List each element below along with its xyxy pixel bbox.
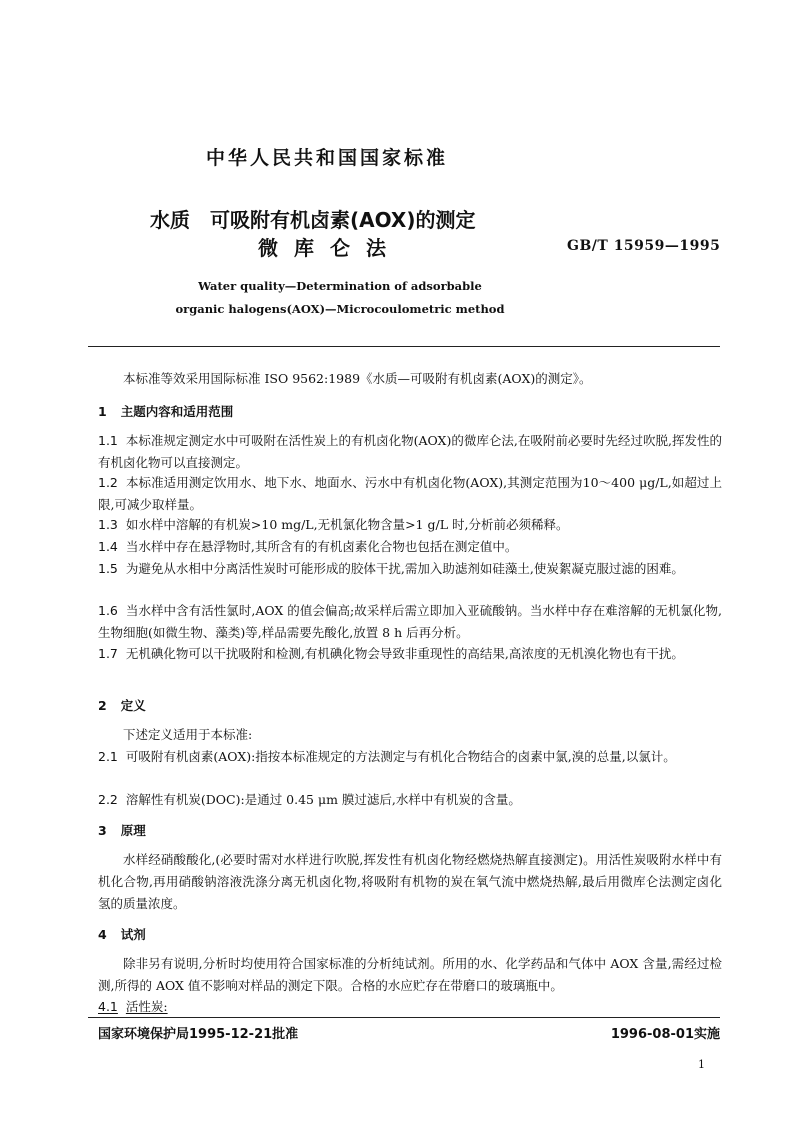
- clause-1-2: [98, 472, 722, 516]
- clause-number: 2.2: [98, 792, 118, 807]
- clause-number: 4.1: [98, 999, 118, 1014]
- title-chinese-line2: 微库仑法: [258, 236, 402, 260]
- section-number: 4: [98, 927, 107, 942]
- section-title: 定义: [120, 698, 146, 713]
- clause-2-2: [98, 789, 722, 811]
- title-chinese-line1: 水质 可吸附有机卤素(AOX)的测定: [150, 208, 476, 232]
- clause-text: 如水样中溶解的有机炭>10 mg/L,无机氯化物含量>1 g/L 时,分析前必须稀释。: [125, 517, 569, 532]
- section-number: 2: [98, 698, 107, 713]
- clause-1-4: [98, 536, 722, 558]
- clause-number: 1.1: [98, 433, 118, 448]
- clause-text: 当水样中含有活性氯时,AOX 的值会偏高;故采样后需立即加入亚硫酸钠。当水样中存在难溶解的无机氯化物,生物细胞(如微生物、藻类)等,样品需要先酸化,放置 8 h 后再分析。: [98, 603, 722, 640]
- clause-1-1: [98, 430, 722, 474]
- approval-date: 国家环境保护局1995-12-21批准: [98, 1027, 299, 1042]
- section-number: 1: [98, 404, 107, 419]
- section-title: 试剂: [120, 927, 146, 942]
- section-4-heading: [98, 925, 146, 943]
- clause-number: 1.3: [98, 517, 118, 532]
- section-3-paragraph: 水样经硝酸酸化,(必要时需对水样进行吹脱,挥发性有机卤化物经燃烧热解直接测定)。用活性炭吸附水样中有机化合物,再用硝酸钠溶液洗涤分离无机卤化物,将吸附有机物的炭在氧气流中燃烧热解,最后用微库仑法测定卤化氢的质量浓度。: [98, 852, 722, 911]
- title-english-line2: organic halogens(AOX)—Microcoulometric method: [175, 302, 505, 316]
- section-4-paragraph: 除非另有说明,分析时均使用符合国家标准的分析纯试剂。所用的水、化学药品和气体中 AOX 含量,需经过检测,所得的 AOX 值不影响对样品的测定下限。合格的水应贮存在带磨口的玻璃瓶中。: [98, 956, 722, 993]
- clause-text: 本标准规定测定水中可吸附在活性炭上的有机卤化物(AOX)的微库仑法,在吸附前必要时先经过吹脱,挥发性的有机卤化物可以直接测定。: [98, 433, 722, 470]
- clause-text: 活性炭:: [125, 999, 168, 1014]
- standard-number: GB/T 15959—1995: [567, 238, 721, 254]
- clause-4-1: [98, 997, 168, 1015]
- clause-text: 可吸附有机卤素(AOX):指按本标准规定的方法测定与有机化合物结合的卤素中氯,溴的总量,以氯计。: [125, 749, 676, 764]
- clause-number: 1.5: [98, 561, 118, 576]
- section-title: 主题内容和适用范围: [120, 404, 234, 419]
- clause-number: 1.4: [98, 539, 118, 554]
- clause-1-6: [98, 600, 722, 644]
- top-divider: [88, 346, 720, 347]
- section-3-heading: [98, 821, 146, 839]
- intro-paragraph: 本标准等效采用国际标准 ISO 9562:1989《水质—可吸附有机卤素(AOX)的测定》。: [123, 371, 592, 386]
- clause-text: 本标准适用测定饮用水、地下水、地面水、污水中有机卤化物(AOX),其测定范围为10～400 μg/L,如超过上限,可减少取样量。: [98, 475, 722, 512]
- clause-2-1: [98, 746, 722, 768]
- clause-text: 为避免从水相中分离活性炭时可能形成的胶体干扰,需加入助滤剂如硅藻土,使炭絮凝克服过滤的困难。: [125, 561, 684, 576]
- clause-number: 2.1: [98, 749, 118, 764]
- section-number: 3: [98, 823, 107, 838]
- clause-text: 当水样中存在悬浮物时,其所含有的有机卤素化合物也包括在测定值中。: [125, 539, 518, 554]
- clause-1-3: [98, 514, 722, 536]
- bottom-divider: [88, 1017, 720, 1018]
- clause-text: 溶解性有机炭(DOC):是通过 0.45 μm 膜过滤后,水样中有机炭的含量。: [125, 792, 521, 807]
- title-english-line1: Water quality—Determination of adsorbable: [198, 279, 482, 293]
- implementation-date: 1996-08-01实施: [610, 1027, 720, 1042]
- clause-number: 1.2: [98, 475, 118, 490]
- clause-text: 无机碘化物可以干扰吸附和检测,有机碘化物会导致非重现性的高结果,高浓度的无机溴化物也有干扰。: [125, 646, 684, 661]
- clause-number: 1.6: [98, 603, 118, 618]
- clause-number: 1.7: [98, 646, 118, 661]
- clause-1-5: [98, 558, 722, 580]
- section-1-heading: [98, 402, 233, 420]
- clause-1-7: [98, 643, 722, 665]
- section-2-lead: 下述定义适用于本标准:: [123, 727, 253, 742]
- section-2-heading: [98, 696, 146, 714]
- page-number: 1: [698, 1058, 705, 1071]
- title-english: [120, 275, 560, 321]
- section-title: 原理: [120, 823, 146, 838]
- national-standard-heading: 中华人民共和国国家标准: [205, 147, 448, 169]
